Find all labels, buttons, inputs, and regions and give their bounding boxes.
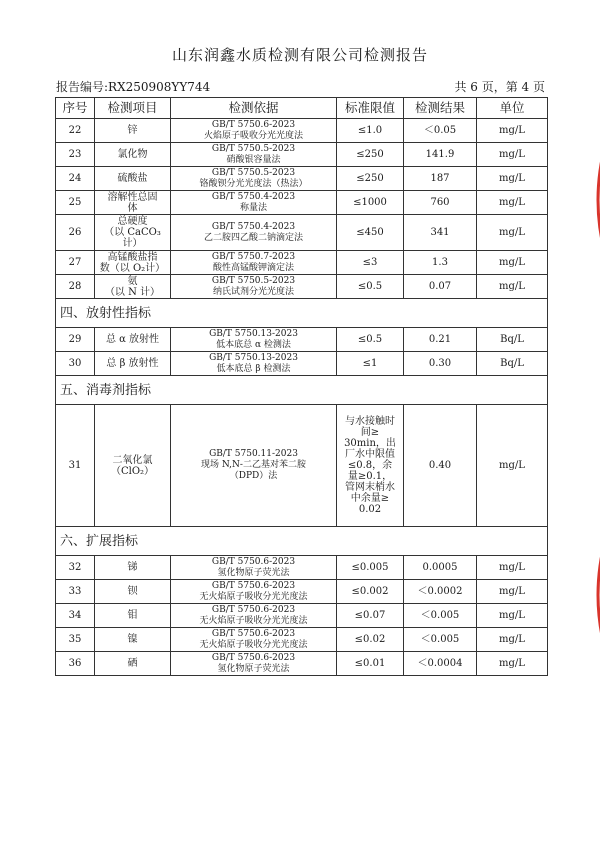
test-basis (171, 628, 337, 652)
col-header-no: 序号 (56, 98, 95, 119)
unit: mg/L (477, 405, 548, 527)
test-result: 341 (404, 215, 477, 251)
test-item (95, 556, 171, 580)
table-row (56, 352, 548, 376)
test-basis-line: 氢化物原子荧光法 (217, 567, 290, 578)
table-row (56, 215, 548, 251)
report-number: 报告编号:RX250908YY744 (56, 80, 211, 94)
unit: mg/L (477, 251, 548, 275)
test-basis-line: GB/T 5750.6-2023 (211, 580, 296, 591)
unit: mg/L (477, 580, 548, 604)
standard-limit-line: ≤0.07 (354, 610, 386, 621)
test-basis-line: GB/T 5750.6-2023 (211, 556, 296, 567)
table-row (56, 580, 548, 604)
standard-limit (337, 405, 404, 527)
test-basis (171, 352, 337, 376)
test-item (95, 119, 171, 143)
table-row (56, 275, 548, 299)
section-disinfectant: 五、消毒剂指标 (56, 376, 548, 405)
test-item-line: 总硬度 (117, 216, 148, 227)
row-number: 24 (56, 167, 95, 191)
test-result: ＜0.0002 (404, 580, 477, 604)
test-basis-line: 无火焰原子吸收分光光度法 (199, 639, 308, 650)
test-basis (171, 556, 337, 580)
col-header-result: 检测结果 (404, 98, 477, 119)
standard-limit-line: ≤1 (362, 358, 378, 369)
standard-limit (337, 628, 404, 652)
test-item-line: （以 N 计） (104, 286, 161, 298)
table-row (56, 143, 548, 167)
test-basis (171, 119, 337, 143)
red-stamp-seal (584, 140, 600, 260)
standard-limit-line: ≤0.5 (357, 334, 383, 345)
test-item (95, 352, 171, 376)
standard-limit-line: ≤1.0 (357, 125, 383, 136)
table-row (56, 405, 548, 527)
test-basis-line: 低本底总 α 检测法 (216, 339, 291, 350)
standard-limit-line: 厂水中限值 (345, 449, 395, 460)
table-row (56, 328, 548, 352)
table-header-row (56, 98, 548, 119)
row-number: 35 (56, 628, 95, 652)
test-item-line: 体 (127, 202, 138, 214)
standard-limit-line: 0.02 (358, 504, 382, 515)
test-item (95, 275, 171, 299)
standard-limit (337, 652, 404, 676)
test-basis-line: 乙二胺四乙酸二钠滴定法 (203, 232, 303, 243)
unit: mg/L (477, 167, 548, 191)
test-basis-line: 硝酸银容量法 (226, 154, 281, 165)
test-item (95, 143, 171, 167)
standard-limit-line: ≤0.005 (351, 562, 389, 573)
standard-limit-line: 中余量≥ (350, 493, 390, 504)
test-result: 0.0005 (404, 556, 477, 580)
col-header-basis: 检测依据 (171, 98, 337, 119)
test-item-line: 镍 (127, 634, 138, 645)
test-item (95, 405, 171, 527)
test-result: 0.40 (404, 405, 477, 527)
test-item (95, 191, 171, 215)
table-row (56, 604, 548, 628)
test-basis (171, 604, 337, 628)
test-item-line: 锑 (127, 562, 138, 573)
unit: mg/L (477, 628, 548, 652)
test-basis-line: GB/T 5750.7-2023 (211, 251, 296, 262)
test-basis-line: 无火焰原子吸收分光光度法 (199, 615, 308, 626)
table-row (56, 652, 548, 676)
standard-limit (337, 604, 404, 628)
test-result: ＜0.05 (404, 119, 477, 143)
test-result: ＜0.005 (404, 628, 477, 652)
row-number: 30 (56, 352, 95, 376)
test-item-line: 二氧化氯 (112, 454, 153, 466)
col-header-unit: 单位 (477, 98, 548, 119)
standard-limit-line: ≤250 (356, 149, 384, 160)
test-basis-line: GB/T 5750.6-2023 (211, 604, 296, 615)
standard-limit-line: ≤1000 (353, 197, 387, 208)
test-item-line: 总 β 放射性 (106, 358, 159, 369)
standard-limit (337, 251, 404, 275)
standard-limit (337, 119, 404, 143)
test-basis-line: GB/T 5750.5-2023 (211, 167, 296, 178)
test-basis (171, 167, 337, 191)
standard-limit (337, 191, 404, 215)
standard-limit-line: ≤250 (356, 173, 384, 184)
row-number: 28 (56, 275, 95, 299)
table-row (56, 628, 548, 652)
test-basis-line: 称量法 (239, 202, 267, 213)
row-number: 33 (56, 580, 95, 604)
test-item (95, 328, 171, 352)
row-number: 25 (56, 191, 95, 215)
row-number: 36 (56, 652, 95, 676)
row-number: 22 (56, 119, 95, 143)
test-result: 141.9 (404, 143, 477, 167)
standard-limit (337, 215, 404, 251)
red-stamp-seal (584, 535, 600, 655)
test-basis (171, 652, 337, 676)
unit: mg/L (477, 604, 548, 628)
report-title: 山东润鑫水质检测有限公司检测报告 (171, 46, 428, 64)
test-basis-line: GB/T 5750.5-2023 (211, 143, 296, 154)
unit: mg/L (477, 275, 548, 299)
test-item-line: 硒 (127, 658, 138, 669)
test-item-line: 溶解性总固 (107, 191, 158, 203)
unit: mg/L (477, 143, 548, 167)
table-row (56, 191, 548, 215)
standard-limit-line: ≤0.002 (351, 586, 389, 597)
test-basis (171, 251, 337, 275)
test-basis-line: GB/T 5750.6-2023 (211, 628, 296, 639)
test-item-line: 钡 (127, 586, 138, 597)
test-basis-line: 火焰原子吸收分光光度法 (203, 130, 303, 141)
unit: Bq/L (477, 352, 548, 376)
row-number: 26 (56, 215, 95, 251)
test-result: ＜0.005 (404, 604, 477, 628)
table-row (56, 251, 548, 275)
test-item-line: 氯化物 (117, 149, 148, 160)
row-number: 23 (56, 143, 95, 167)
test-basis-line: GB/T 5750.4-2023 (211, 221, 296, 232)
test-basis (171, 143, 337, 167)
test-basis (171, 405, 337, 527)
section-row (56, 376, 548, 405)
row-number: 29 (56, 328, 95, 352)
standard-limit-line: 30min，出 (344, 438, 396, 449)
test-item-line: 锌 (127, 125, 138, 136)
results-table (55, 97, 548, 676)
test-result: 0.30 (404, 352, 477, 376)
test-item-line: 数（以 O₂计） (99, 262, 166, 274)
test-item (95, 580, 171, 604)
standard-limit (337, 556, 404, 580)
standard-limit-line: ≤3 (362, 257, 378, 268)
unit: mg/L (477, 215, 548, 251)
test-result: 0.07 (404, 275, 477, 299)
standard-limit (337, 143, 404, 167)
standard-limit-line: 间≥ (360, 427, 380, 438)
unit: mg/L (477, 191, 548, 215)
standard-limit (337, 352, 404, 376)
test-basis (171, 275, 337, 299)
test-item-line: （ClO₂） (110, 465, 155, 477)
section-row (56, 299, 548, 328)
section-radioactivity: 四、放射性指标 (56, 299, 548, 328)
test-basis-line: 氢化物原子荧光法 (217, 663, 290, 674)
test-result: ＜0.0004 (404, 652, 477, 676)
standard-limit (337, 167, 404, 191)
unit: mg/L (477, 119, 548, 143)
test-item-line: 氨 (127, 275, 138, 287)
standard-limit (337, 328, 404, 352)
standard-limit-line: ≤450 (356, 227, 384, 238)
test-item (95, 167, 171, 191)
test-result: 1.3 (404, 251, 477, 275)
test-item (95, 652, 171, 676)
test-basis-line: GB/T 5750.6-2023 (211, 119, 296, 130)
unit: mg/L (477, 652, 548, 676)
unit: mg/L (477, 556, 548, 580)
test-item (95, 215, 171, 251)
test-basis (171, 215, 337, 251)
test-item-line: 计） (122, 238, 143, 249)
standard-limit (337, 580, 404, 604)
test-basis-line: 酸性高锰酸钾滴定法 (212, 262, 294, 273)
test-item-line: 总 α 放射性 (105, 334, 160, 345)
table-row (56, 556, 548, 580)
standard-limit-line: ≤0.02 (354, 634, 386, 645)
page-indicator: 共 6 页，第 4 页 (454, 80, 545, 94)
test-basis-line: GB/T 5750.13-2023 (209, 352, 298, 363)
test-basis-line: 无火焰原子吸收分光光度法 (199, 591, 308, 602)
table-row (56, 119, 548, 143)
test-basis-line: GB/T 5750.11-2023 (209, 449, 298, 459)
test-item (95, 628, 171, 652)
test-basis (171, 191, 337, 215)
col-header-item: 检测项目 (95, 98, 171, 119)
standard-limit-line: 与水接触时 (345, 416, 395, 427)
standard-limit (337, 275, 404, 299)
test-item (95, 604, 171, 628)
standard-limit-line: ≤0.8，余 (347, 460, 393, 471)
section-row (56, 527, 548, 556)
unit: Bq/L (477, 328, 548, 352)
test-item-line: 钼 (127, 610, 138, 621)
test-item-line: 硫酸盐 (117, 173, 148, 184)
test-basis-line: GB/T 5750.4-2023 (211, 191, 296, 202)
row-number: 32 (56, 556, 95, 580)
test-result: 0.21 (404, 328, 477, 352)
test-item-line: 高锰酸盐指 (107, 251, 158, 263)
test-basis-line: 低本底总 β 检测法 (216, 363, 291, 374)
test-result: 760 (404, 191, 477, 215)
standard-limit-line: 管网末梢水 (345, 482, 395, 493)
test-item (95, 251, 171, 275)
test-basis (171, 328, 337, 352)
test-basis-line: GB/T 5750.5-2023 (211, 275, 296, 286)
test-basis-line: GB/T 5750.13-2023 (209, 328, 298, 339)
test-basis-line: 纳氏试剂分光光度法 (212, 286, 294, 297)
standard-limit-line: ≤0.5 (357, 281, 383, 292)
standard-limit-line: ≤0.01 (354, 658, 386, 669)
test-basis (171, 580, 337, 604)
test-basis-line: 现场 N,N-二乙基对苯二胺 (201, 460, 306, 470)
test-basis-line: GB/T 5750.6-2023 (211, 652, 296, 663)
table-row (56, 167, 548, 191)
test-basis-line: （DPD）法 (229, 471, 278, 481)
standard-limit-line: 量≥0.1， (347, 471, 393, 482)
row-number: 34 (56, 604, 95, 628)
section-extended: 六、扩展指标 (56, 527, 548, 556)
col-header-limit: 标准限值 (337, 98, 404, 119)
row-number: 27 (56, 251, 95, 275)
row-number: 31 (56, 405, 95, 527)
test-basis-line: 铬酸钡分光光度法（热法） (199, 178, 308, 189)
test-result: 187 (404, 167, 477, 191)
test-item-line: （以 CaCO₃ (104, 227, 161, 238)
